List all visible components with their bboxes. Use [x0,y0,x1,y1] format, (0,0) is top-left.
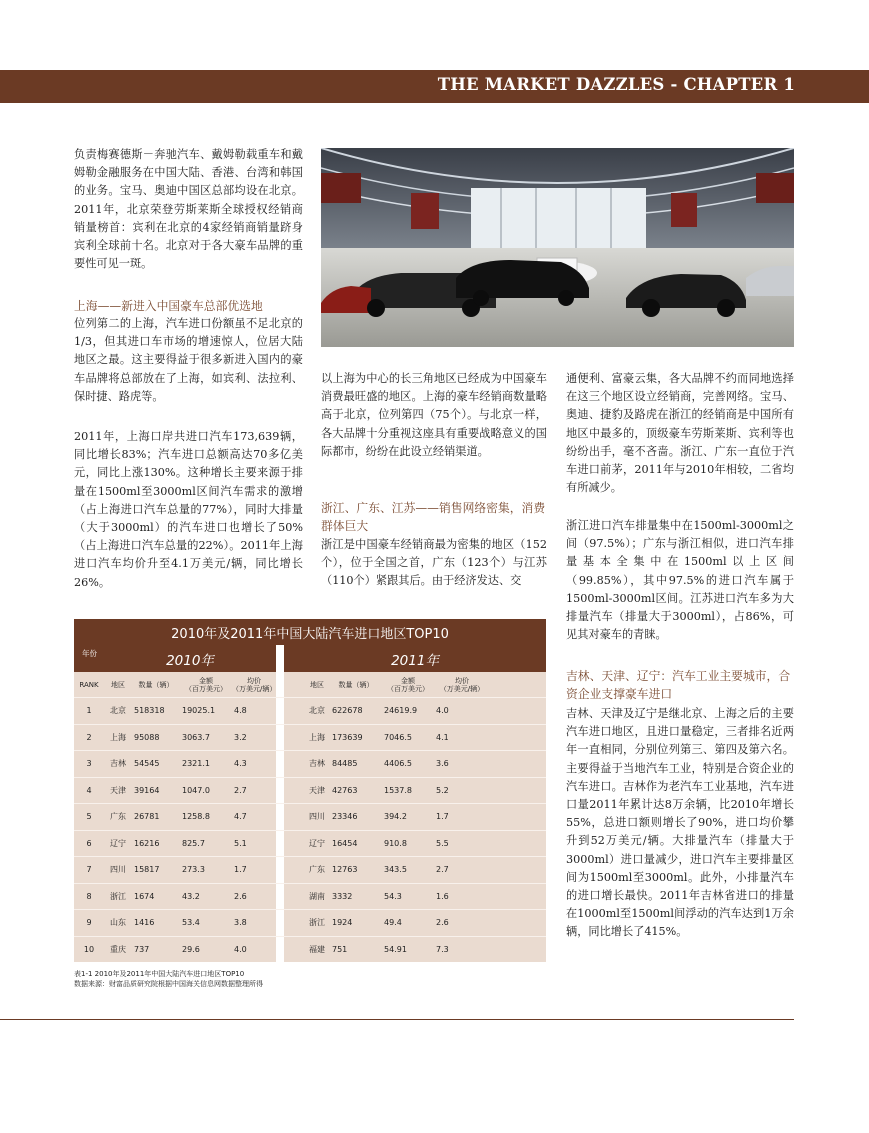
cell-avg-2010: 3.8 [232,910,276,937]
cell-avg-2010: 4.7 [232,804,276,831]
cell-qty-2010: 16216 [132,830,180,857]
cell-qty-2010: 15817 [132,857,180,884]
cell-region-2010: 浙江 [104,883,132,910]
shanghai-paragraph-2: 2011年，上海口岸共进口汽车173,639辆，同比增长83%；汽车进口总额高达70多亿美元，同比上涨130%。这种增长主要来源于排量在1500ml至3000ml区间汽车需求的激增（占上海进口汽车总量的77%），同时大排量（大于3000ml）的汽车进口也增长了50%（占上海进口汽车总量的22%）。2011年上海进口汽车均价升至4.1万美元/辆，同比增长26%。 [74,430,303,589]
cell-avg-2011: 3.6 [434,751,490,778]
spacer [490,777,546,804]
cell-qty-2010: 1674 [132,883,180,910]
cell-region-2010: 辽宁 [104,830,132,857]
spacer [490,883,546,910]
table-row [74,751,546,778]
cell-amount-2010: 273.3 [180,857,232,884]
cell-amount-2011: 910.8 [382,830,434,857]
cell-qty-2010: 39164 [132,777,180,804]
spacer [490,910,546,937]
cell-qty-2011: 1924 [330,910,382,937]
cell-avg-2011: 4.0 [434,698,490,725]
top10-import-table [74,619,546,962]
yangtze-paragraph: 以上海为中心的长三角地区已经成为中国豪车消费最旺盛的地区。上海的豪车经销商数量略高于北京，位列第四（75个）。与北京一样，各大品牌十分重视这座具有重要战略意义的国际都市，纷纷在此设立经销渠道。 [321,372,547,458]
gap [276,936,284,962]
table-row [74,857,546,884]
cell-avg-2011: 7.3 [434,936,490,962]
cell-avg-2010: 3.2 [232,724,276,751]
cell-amount-2011: 4406.5 [382,751,434,778]
table-row [74,936,546,962]
cell-region-2010: 天津 [104,777,132,804]
gap [276,751,284,778]
cell-avg-2010: 1.7 [232,857,276,884]
table-title: 2010年及2011年中国大陆汽车进口地区TOP10 [74,619,546,645]
cell-amount-2010: 825.7 [180,830,232,857]
cell-avg-2011: 5.5 [434,830,490,857]
cell-region-2011: 广东 [304,857,330,884]
cell-qty-2010: 26781 [132,804,180,831]
jilin-heading: 吉林、天津、辽宁：汽车工业主要城市，合资企业支撑豪车进口 [566,669,791,702]
cell-avg-2011: 4.1 [434,724,490,751]
table-body [74,698,546,963]
cell-region-2010: 山东 [104,910,132,937]
cell-amount-2011: 54.3 [382,883,434,910]
year-2010: 2010年 [104,645,276,672]
table-year-row [74,645,546,672]
cell-region-2010: 四川 [104,857,132,884]
cell-amount-2011: 54.91 [382,936,434,962]
table-header-row [74,672,546,698]
gap [276,777,284,804]
dealer-network-paragraph: 通便利、富豪云集，各大品牌不约而同地选择在这三个地区设立经销商，完善网络。宝马、奥迪、捷豹及路虎在浙江的经销商是中国所有地区中最多的，顶级豪车劳斯莱斯、宾利等也纷纷出手，毫不吝啬。浙江、广东一直位于汽车进口前茅，2011年与2010年相较，二省均有所减少。 [566,372,794,495]
gap [276,830,284,857]
cell-qty-2011: 12763 [330,857,382,884]
cell-avg-2011: 1.7 [434,804,490,831]
cell-qty-2011: 23346 [330,804,382,831]
cell-region-2010: 重庆 [104,936,132,962]
cell-amount-2011: 49.4 [382,910,434,937]
spacer [490,804,546,831]
cell-amount-2010: 1047.0 [180,777,232,804]
spacer [490,724,546,751]
gap [276,804,284,831]
gap [276,698,284,725]
cell-rank: 2 [74,724,104,751]
chapter-banner [0,70,869,103]
spacer [490,936,546,962]
cell-qty-2010: 737 [132,936,180,962]
cell-amount-2010: 2321.1 [180,751,232,778]
cell-avg-2010: 4.8 [232,698,276,725]
cell-amount-2010: 19025.1 [180,698,232,725]
showroom-illustration [321,148,794,347]
year-2011: 2011年 [284,645,546,672]
cell-rank: 8 [74,883,104,910]
bottom-divider [0,1019,794,1020]
gap [276,857,284,884]
table-row [74,777,546,804]
cell-region-2011: 上海 [304,724,330,751]
jilin-paragraph: 吉林、天津及辽宁是继北京、上海之后的主要汽车进口地区，且进口量稳定，三者排名近两年一直相同，分别位列第三、第四及第六名。主要得益于当地汽车工业，特别是合资企业的汽车进口。吉林作为老汽车工业基地，汽车进口量2011年累计达8万余辆，比2010年增长55%，总进口额则增长了90%，进口均价攀升到52万美元/辆。大排量汽车（排量大于3000ml）进口量减少，进口汽车主要排量区间为1500ml至3000ml。此外，小排量汽车的进口增长最快。2011年吉林省进口的排量在1000ml至1500ml间浮动的汽车达到1万余辆，同比增长了415%。 [566,707,794,939]
cell-amount-2010: 1258.8 [180,804,232,831]
gap [276,724,284,751]
gap [276,883,284,910]
cell-avg-2010: 2.6 [232,883,276,910]
cell-region-2010: 广东 [104,804,132,831]
cell-amount-2011: 394.2 [382,804,434,831]
header-qty-2010: 数量（辆） [132,672,180,698]
cell-amount-2010: 29.6 [180,936,232,962]
cell-avg-2011: 5.2 [434,777,490,804]
zhejiang-heading: 浙江、广东、江苏——销售网络密集，消费群体巨大 [321,501,546,534]
header-amount-2010: 金额 （百万美元） [180,672,232,698]
cell-avg-2010: 4.3 [232,751,276,778]
cell-region-2011: 四川 [304,804,330,831]
cell-rank: 5 [74,804,104,831]
cell-qty-2010: 95088 [132,724,180,751]
cell-rank: 3 [74,751,104,778]
cell-qty-2010: 54545 [132,751,180,778]
header-rank: RANK [74,672,104,698]
cell-region-2011: 福建 [304,936,330,962]
cell-amount-2011: 1537.8 [382,777,434,804]
cell-rank: 10 [74,936,104,962]
spacer [284,777,304,804]
spacer [490,857,546,884]
cell-qty-2011: 16454 [330,830,382,857]
shanghai-paragraph-1: 位列第二的上海，汽车进口份额虽不足北京的1/3，但其进口车市场的增速惊人，位居大陆地区之最。这主要得益于很多新进入国内的豪车品牌将总部放在了上海，如宾利、法拉利、保时捷、路虎等。 [74,317,303,403]
spacer [284,857,304,884]
spacer [284,910,304,937]
header-region-2010: 地区 [104,672,132,698]
cell-region-2010: 吉林 [104,751,132,778]
cell-avg-2010: 5.1 [232,830,276,857]
cell-rank: 7 [74,857,104,884]
header-region-2011: 地区 [304,672,330,698]
spacer [284,698,304,725]
spacer [284,724,304,751]
table-row [74,883,546,910]
cell-qty-2010: 518318 [132,698,180,725]
cell-region-2011: 浙江 [304,910,330,937]
table-row [74,698,546,725]
cell-region-2011: 天津 [304,777,330,804]
cell-avg-2010: 4.0 [232,936,276,962]
cell-region-2011: 吉林 [304,751,330,778]
caption-source: 数据来源：财富品质研究院根据中国海关信息网数据整理所得 [74,980,263,988]
spacer [490,751,546,778]
table-title-row [74,619,546,645]
cell-amount-2010: 43.2 [180,883,232,910]
spacer [490,698,546,725]
cell-rank: 9 [74,910,104,937]
caption-line-1: 表1-1 2010年及2011年中国大陆汽车进口地区TOP10 [74,970,245,978]
cell-amount-2011: 24619.9 [382,698,434,725]
table-row [74,910,546,937]
cell-amount-2010: 53.4 [180,910,232,937]
intro-paragraph: 负责梅赛德斯－奔驰汽车、戴姆勒载重车和戴姆勒金融服务在中国大陆、香港、台湾和韩国的业务。宝马、奥迪中国区总部均设在北京。2011年，北京荣登劳斯莱斯全球授权经销商销量榜首：宾利在北京的4家经销商销量跻身宾利全球前十名。北京对于各大豪车品牌的重要性可见一斑。 [74,148,303,271]
header-avg-2011: 均价 （万美元/辆） [434,672,490,698]
cell-region-2011: 北京 [304,698,330,725]
table-caption [74,969,263,989]
cell-avg-2011: 2.6 [434,910,490,937]
cell-rank: 1 [74,698,104,725]
displacement-paragraph: 浙江进口汽车排量集中在1500ml-3000ml之间（97.5%）；广东与浙江相似，进口汽车排量基本全集中在1500ml以上区间（99.85%），其中97.5%的进口汽车属于1500ml-3000ml区间。江苏进口汽车多为大排量汽车（排量大于3000ml），占86%，可见其对豪车的青睐。 [566,519,794,642]
cell-amount-2010: 3063.7 [180,724,232,751]
zhejiang-paragraph-1: 浙江是中国豪车经销商最为密集的地区（152个），位于全国之首，广东（123个）与江苏（110个）紧跟其后。由于经济发达、交 [321,538,547,588]
cell-region-2011: 湖南 [304,883,330,910]
spacer [284,936,304,962]
spacer [490,830,546,857]
cell-qty-2011: 622678 [330,698,382,725]
year-label: 年份 [74,645,104,672]
cell-avg-2011: 2.7 [434,857,490,884]
showroom-photo [321,148,794,347]
spacer [284,804,304,831]
gap [276,910,284,937]
cell-qty-2011: 751 [330,936,382,962]
cell-avg-2010: 2.7 [232,777,276,804]
spacer [284,830,304,857]
cell-region-2011: 辽宁 [304,830,330,857]
cell-qty-2011: 84485 [330,751,382,778]
chapter-title: THE MARKET DAZZLES - CHAPTER 1 [437,75,795,94]
table-row [74,724,546,751]
cell-rank: 6 [74,830,104,857]
spacer [284,883,304,910]
cell-qty-2011: 3332 [330,883,382,910]
cell-region-2010: 上海 [104,724,132,751]
header-qty-2011: 数量（辆） [330,672,382,698]
cell-region-2010: 北京 [104,698,132,725]
cell-qty-2011: 173639 [330,724,382,751]
header-avg-2010: 均价 （万美元/辆） [232,672,276,698]
cell-rank: 4 [74,777,104,804]
table-row [74,830,546,857]
cell-avg-2011: 1.6 [434,883,490,910]
table-row [74,804,546,831]
cell-qty-2010: 1416 [132,910,180,937]
cell-amount-2011: 343.5 [382,857,434,884]
cell-qty-2011: 42763 [330,777,382,804]
spacer [284,751,304,778]
header-amount-2011: 金额 （百万美元） [382,672,434,698]
cell-amount-2011: 7046.5 [382,724,434,751]
shanghai-heading: 上海——新进入中国豪车总部优选地 [74,299,263,313]
